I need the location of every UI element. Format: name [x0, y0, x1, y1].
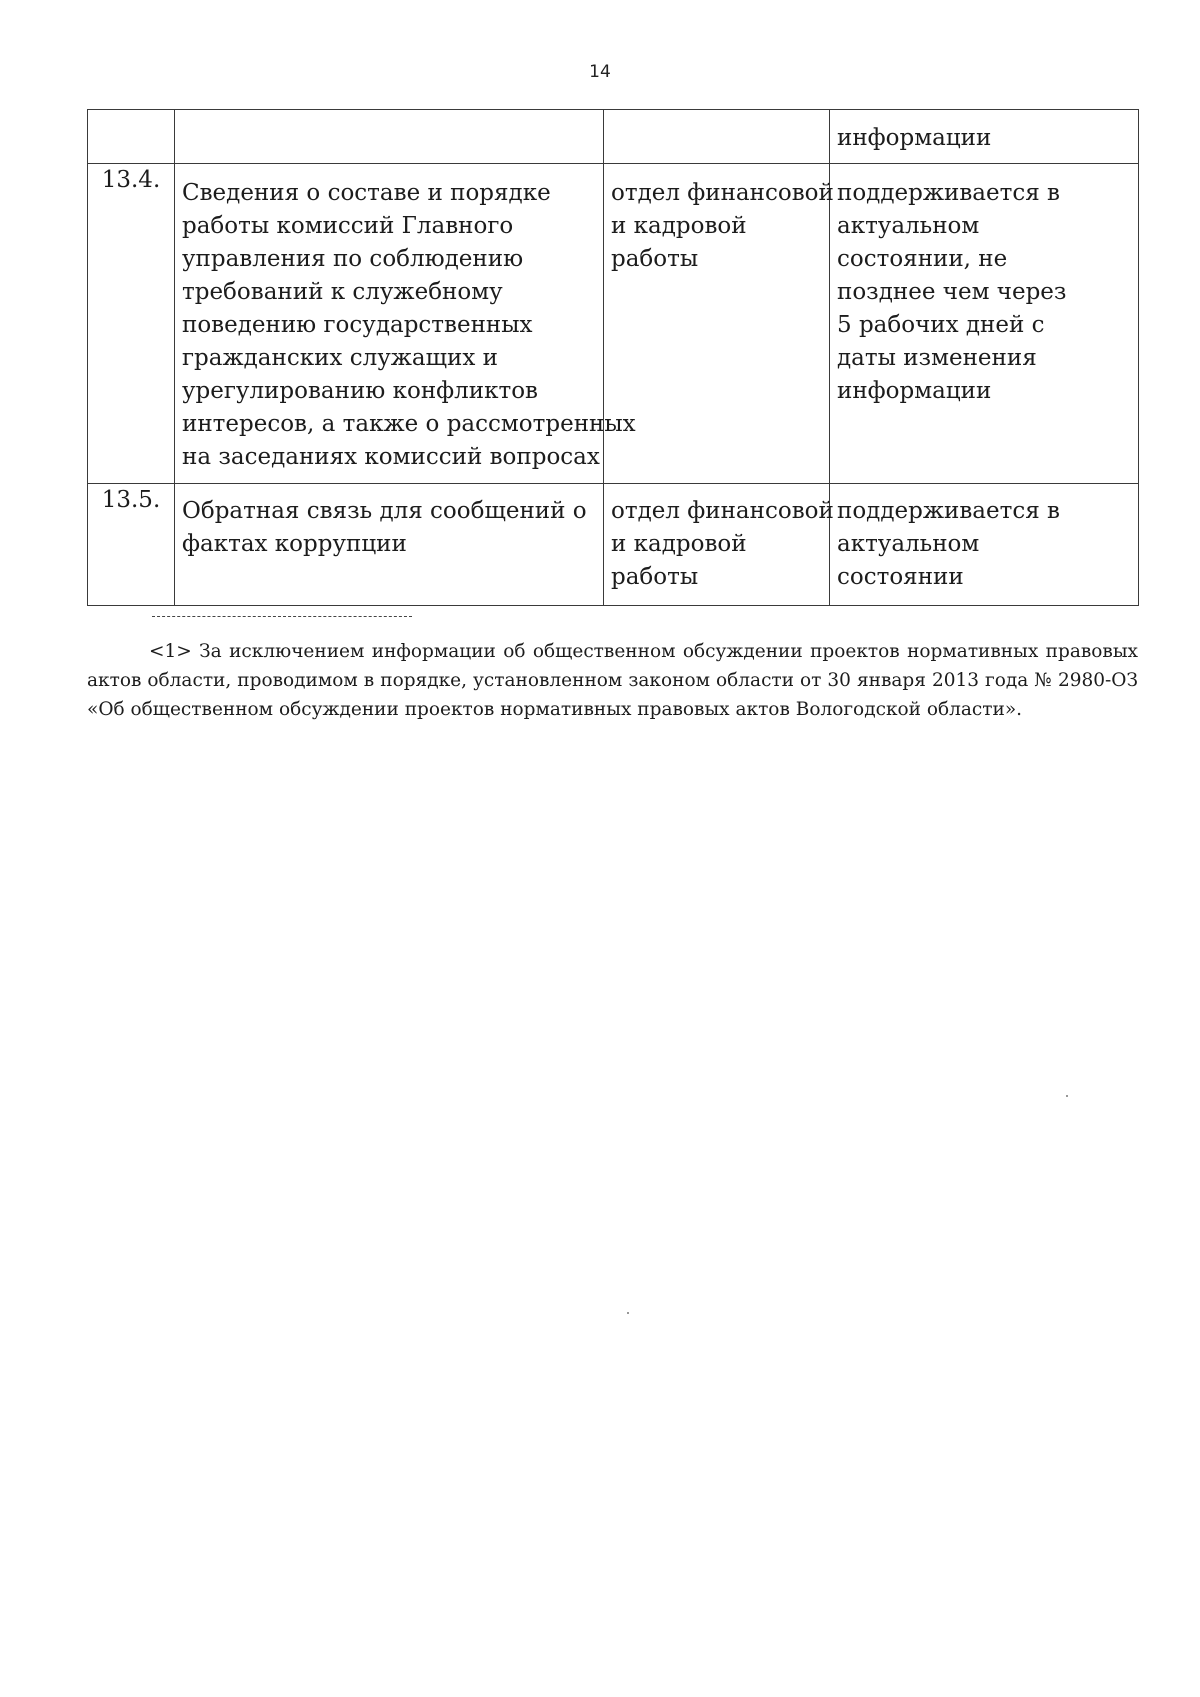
name-line: интересов, а также о рассмотренных: [182, 411, 636, 437]
department-line: работы: [611, 564, 699, 590]
term-line: поддерживается в: [837, 180, 1060, 206]
name-line: гражданских служащих и: [182, 345, 498, 371]
footnote: <1> За исключением информации об общественном обсуждении проектов нормативных правовых актов области, проводимом в порядке, установленном законом области от 30 января 2013 года № 2980-ОЗ «Об общественном обсуждении проектов нормативных правовых актов Вологодской области».: [87, 641, 1138, 720]
document-table: [87, 109, 1139, 606]
term-line: актуальном: [837, 213, 980, 239]
name-line: на заседаниях комиссий вопросах: [182, 444, 600, 470]
table-row: [88, 164, 1139, 484]
department-line: работы: [611, 246, 699, 272]
department-line: и кадровой: [611, 531, 747, 557]
name-line: управления по соблюдению: [182, 246, 524, 272]
name-line: работы комиссий Главного: [182, 213, 514, 239]
row-term: [830, 110, 1139, 164]
name-line: урегулированию конфликтов: [182, 378, 539, 404]
term-line: актуальном: [837, 531, 980, 557]
page-number: 14: [589, 62, 611, 82]
row-number: 13.5.: [88, 484, 175, 606]
term-line: позднее чем через: [837, 279, 1067, 305]
row-term: [830, 164, 1139, 484]
row-name: [175, 484, 604, 606]
department-line: отдел финансовой: [611, 498, 834, 524]
name-line: Сведения о составе и порядке: [182, 180, 551, 206]
row-department: [604, 484, 834, 606]
row-department: [604, 110, 830, 164]
term-line: состоянии, не: [837, 246, 1008, 272]
row-department: [604, 164, 834, 484]
footnote-separator: [152, 616, 412, 617]
term-line: поддерживается в: [837, 498, 1060, 524]
row-number: [88, 110, 175, 164]
table-row: [88, 110, 1139, 164]
scan-speck: [1066, 1095, 1068, 1097]
term-line: 5 рабочих дней с: [837, 312, 1045, 338]
row-name: [175, 164, 636, 484]
term-line: информации: [837, 378, 992, 404]
department-line: отдел финансовой: [611, 180, 834, 206]
term-line: информации: [837, 125, 992, 151]
department-line: и кадровой: [611, 213, 747, 239]
term-line: даты изменения: [837, 345, 1037, 371]
row-term: [830, 484, 1139, 606]
term-line: состоянии: [837, 564, 964, 590]
scan-speck: [627, 1312, 629, 1314]
name-line: требований к служебному: [182, 279, 503, 305]
row-name: [175, 110, 604, 164]
name-line: фактах коррупции: [182, 531, 407, 557]
name-line: поведению государственных: [182, 312, 533, 338]
table-row: [88, 484, 1139, 606]
row-number: 13.4.: [88, 164, 175, 484]
name-line: Обратная связь для сообщений о: [182, 498, 587, 524]
